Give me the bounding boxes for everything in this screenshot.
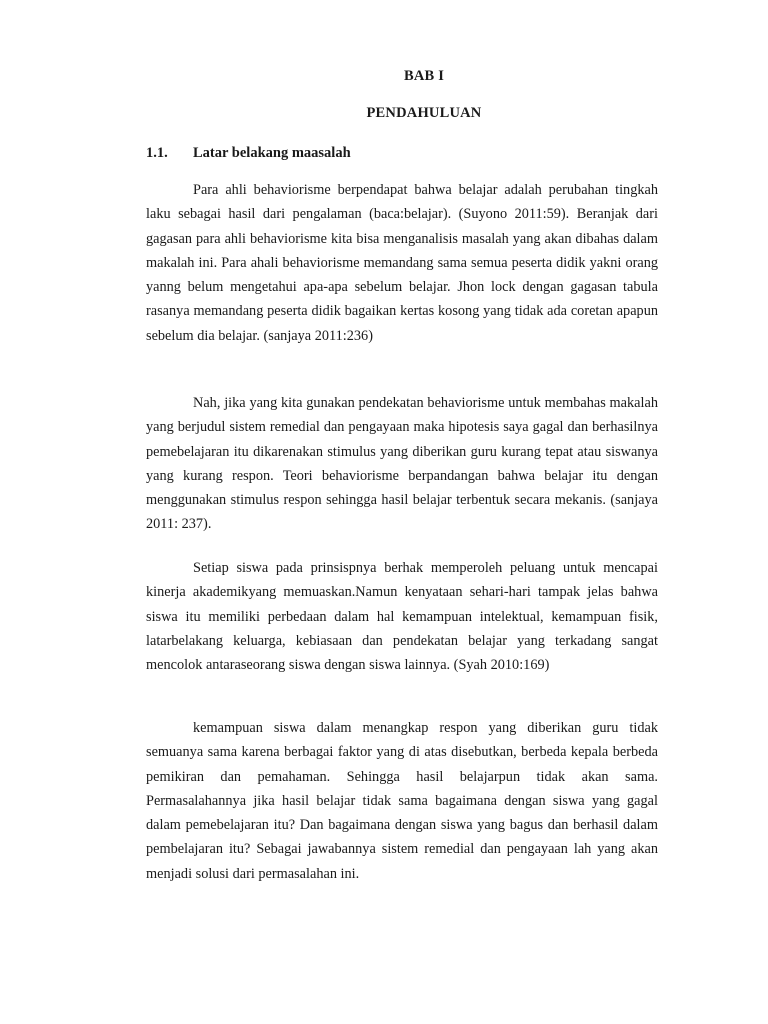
paragraph: Para ahli behaviorisme berpendapat bahwa belajar adalah perubahan tingkah laku sebagai hasil dari pengalaman (baca:belajar). (Suyono 2011:59). Beranjak dari gagasan para ahli behaviorisme kita bisa menganalisis masalah yang akan dibahas dalam makalah ini. Para ahali behaviorisme memandang sama semua peserta didik yakni orang yanng belum mengetahui apa-apa sebelum belajar. Jhon lock dengan gagasan tabula rasanya memandang peserta didik bagaikan kertas kosong yang tidak ada coretan apapun sebelum dia belajar. (sanjaya 2011:236) (146, 182, 658, 344)
section-heading (146, 145, 351, 162)
paragraph: Nah, jika yang kita gunakan pendekatan behaviorisme untuk membahas makalah yang berjudul sistem remedial dan pengayaan maka hipotesis saya gagal dan berhasilnya pemebelajaran itu dikarenakan stimulus yang diberikan guru kurang tepat atau siswanya yang kurang respon. Teori behaviorisme berpandangan bahwa belajar itu dengan menggunakan stimulus respon sehingga hasil belajar terbentuk secara mekanis. (sanjaya 2011: 237). (146, 395, 658, 533)
section-number: 1.1. (146, 145, 168, 161)
paragraph: kemampuan siswa dalam menangkap respon yang diberikan guru tidak semuanya sama karena berbagai faktor yang di atas disebutkan, berbeda kepala berbeda pemikiran dan pemahaman. Sehingga hasil belajarpun tidak akan sama. Permasalahannya jika hasil belajar tidak sama bagaimana dengan siswa yang gagal dalam pemebelajaran itu? Dan bagaimana dengan siswa yang bagus dan berhasil dalam pembelajaran itu? Sebagai jawabannya sistem remedial dan pengayaan lah yang akan menjadi solusi dari permasalahan ini. (146, 720, 658, 882)
chapter-heading: BAB I (403, 68, 445, 84)
section-title: Latar belakang maasalah (193, 145, 351, 161)
paragraph: Setiap siswa pada prinsispnya berhak memperoleh peluang untuk mencapai kinerja akademikyang memuaskan.Namun kenyataan sehari-hari tampak jelas bahwa siswa itu memiliki perbedaan dalam hal kemampuan intelektual, kemampuan fisik, latarbelakang keluarga, kebiasaan dan pendekatan belajar yang terkadang sangat mencolok antaraseorang siswa dengan siswa lainnya. (Syah 2010:169) (146, 560, 658, 674)
chapter-title: PENDAHULUAN (366, 105, 482, 121)
